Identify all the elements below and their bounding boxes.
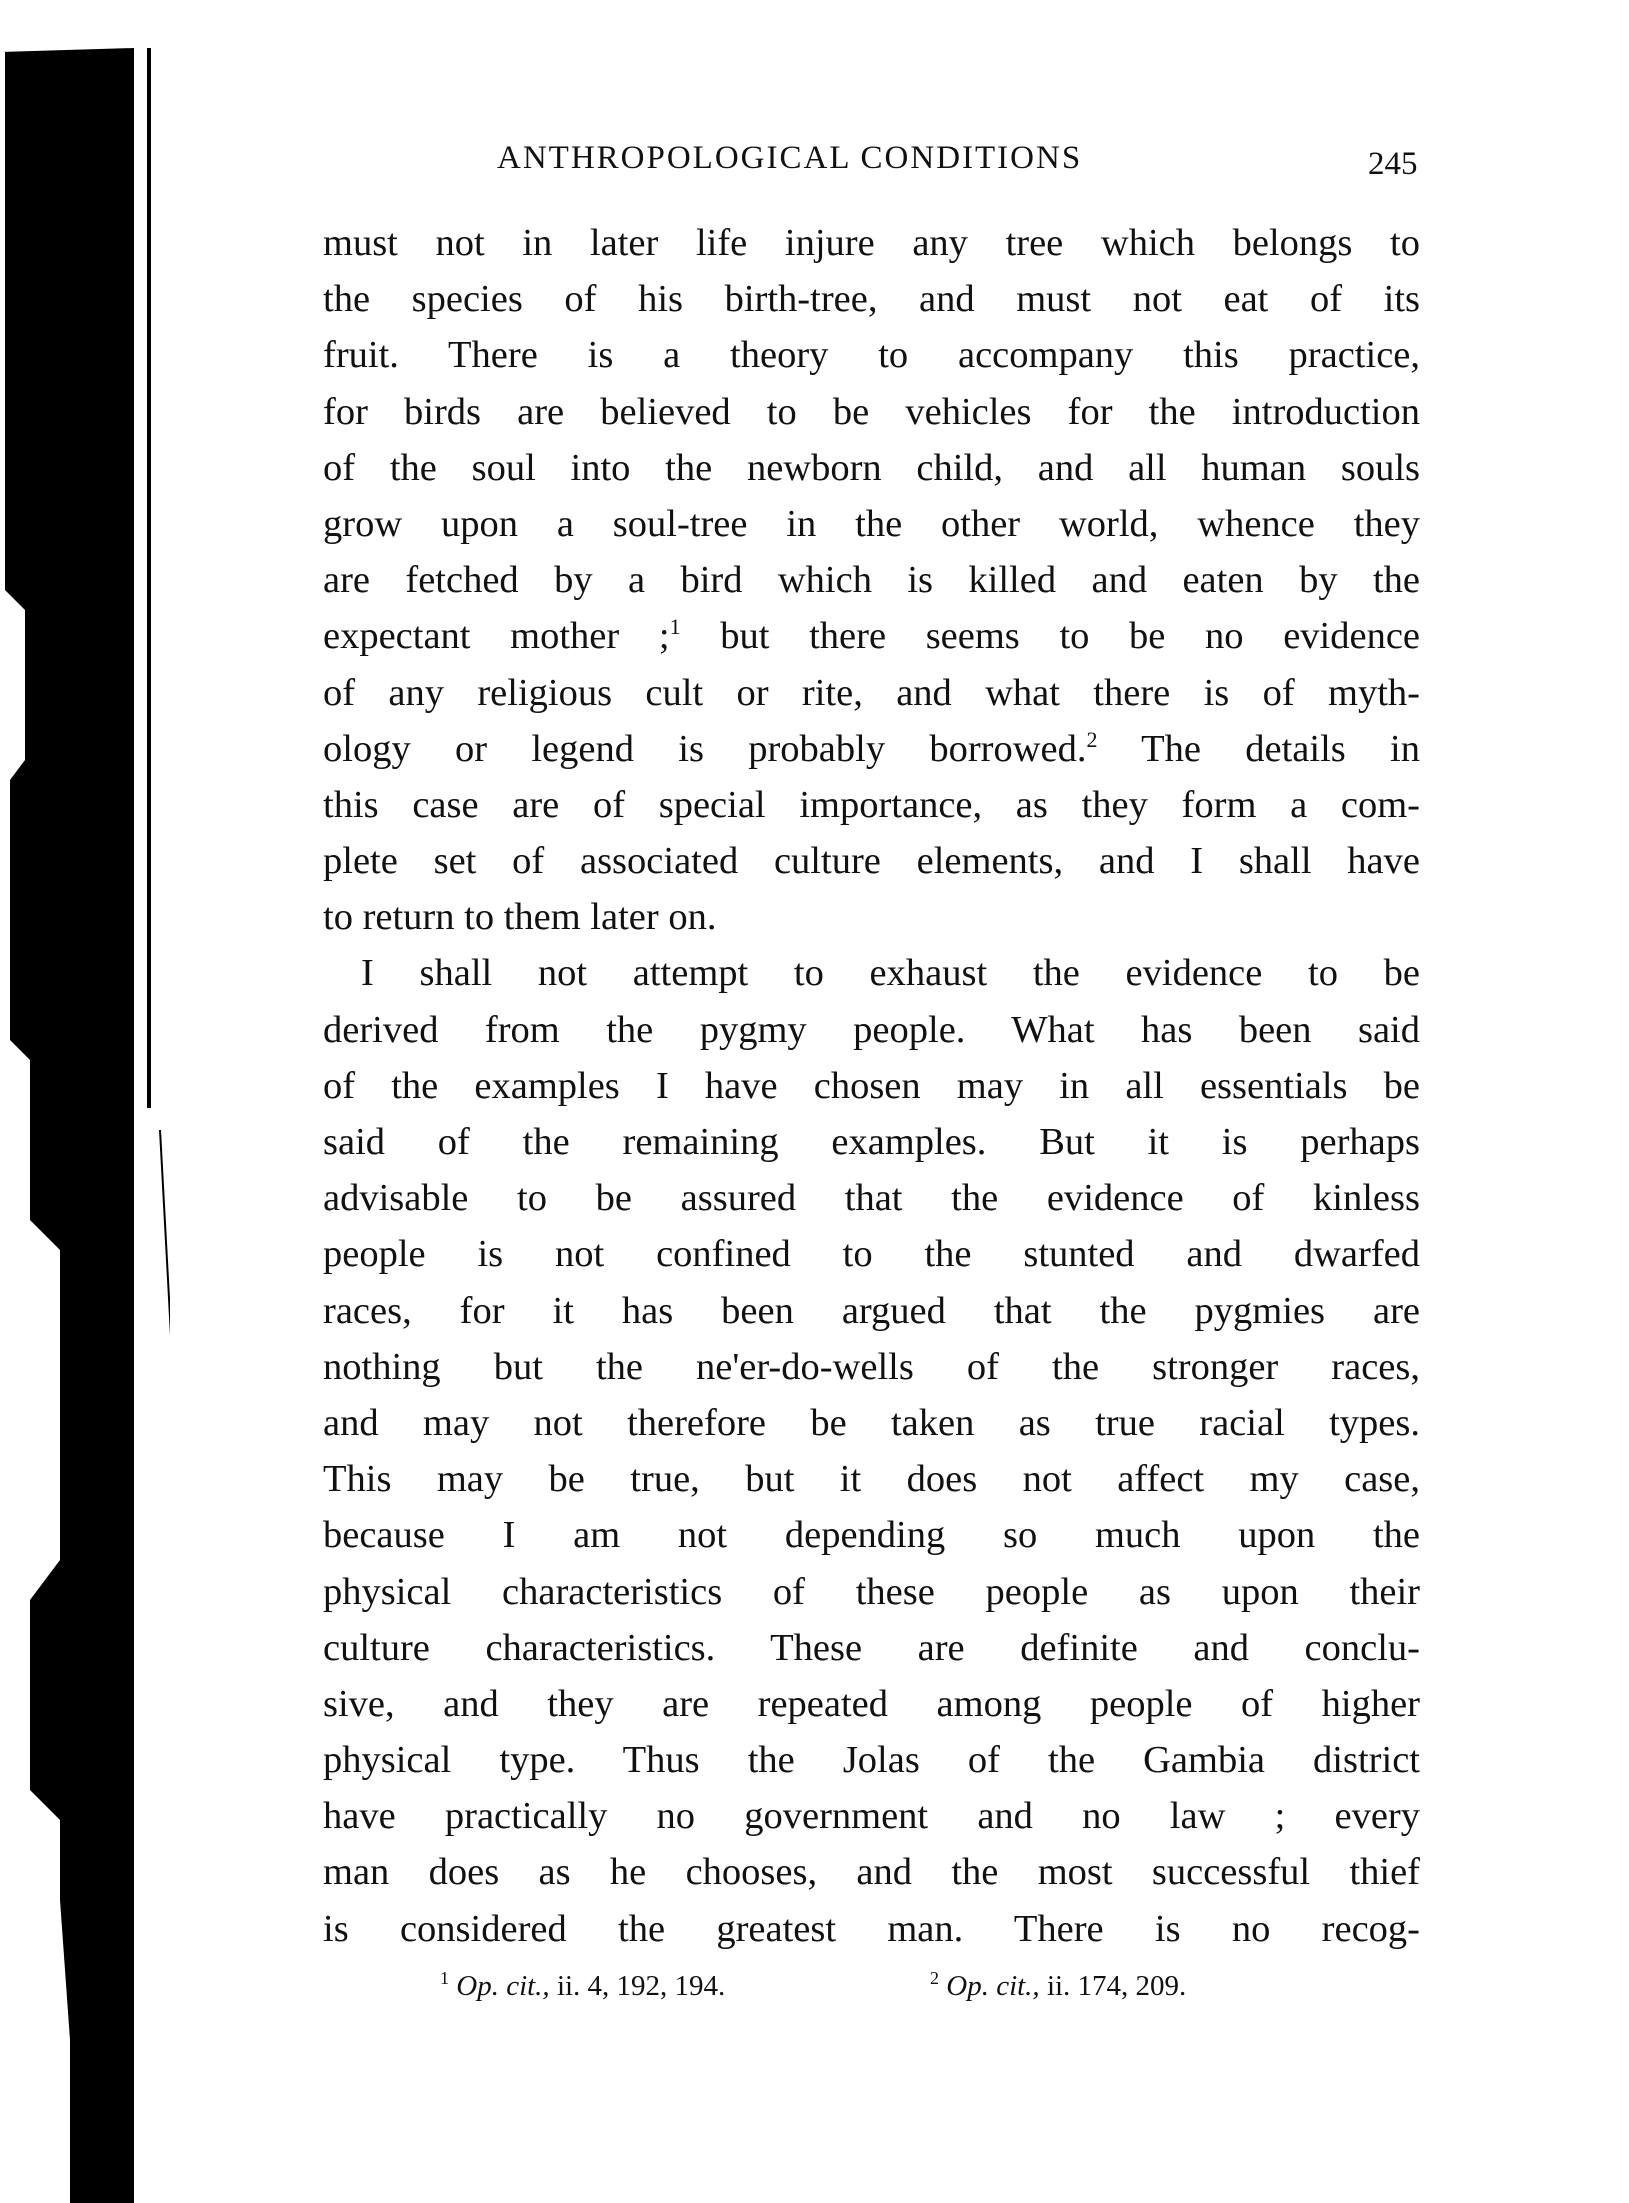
text-line — [323, 271, 1420, 327]
body-text — [323, 215, 1420, 1957]
text-segment: are fetched by a bird which is killed and eaten by the — [323, 559, 1420, 602]
text-line — [323, 1002, 1420, 1058]
text-segment: the species of his birth-tree, and must not eat of its — [323, 278, 1420, 321]
text-segment: of the examples I have chosen may in all essentials be — [323, 1064, 1420, 1107]
footnote-mark: 2 — [930, 1968, 939, 1988]
footnote-ref: ii. 174, 209. — [1039, 1970, 1187, 2002]
text-segment: expectant mother ; — [323, 615, 670, 658]
text-line — [323, 496, 1420, 552]
text-segment: because I am not depending so much upon the — [323, 1514, 1420, 1557]
text-segment: fruit. There is a theory to accompany this practice, — [323, 334, 1420, 377]
text-line — [323, 1901, 1420, 1957]
text-segment: sive, and they are repeated among people of higher — [323, 1682, 1420, 1725]
footnote-2 — [930, 1970, 1186, 2003]
text-segment: derived from the pygmy people. What has been said — [323, 1008, 1420, 1051]
text-line — [323, 1170, 1420, 1226]
footnote-reference: 1 — [669, 614, 681, 640]
text-line — [323, 608, 1420, 664]
footnote-source: Op. cit., — [946, 1970, 1040, 2002]
text-segment: advisable to be assured that the evidence of kinless — [323, 1177, 1420, 1220]
text-segment: for birds are believed to be vehicles for the introduction — [323, 390, 1420, 433]
text-segment: This may be true, but it does not affect my case, — [323, 1458, 1420, 1501]
text-segment: culture characteristics. These are definite and conclu- — [323, 1626, 1420, 1669]
text-segment: plete set of associated culture elements, and I shall have — [323, 840, 1420, 883]
text-line — [323, 1507, 1420, 1563]
text-line — [323, 1564, 1420, 1620]
footnote-ref: ii. 4, 192, 194. — [549, 1970, 726, 2002]
text-segment: to return to them later on. — [323, 896, 717, 939]
text-line — [323, 1114, 1420, 1170]
text-line — [323, 327, 1420, 383]
text-line — [323, 889, 1420, 945]
text-segment: of the soul into the newborn child, and all human souls — [323, 446, 1420, 489]
text-line — [323, 1058, 1420, 1114]
text-line — [323, 1339, 1420, 1395]
text-line — [323, 215, 1420, 271]
text-segment: physical type. Thus the Jolas of the Gambia district — [323, 1739, 1420, 1782]
text-line — [323, 1283, 1420, 1339]
text-line — [323, 833, 1420, 889]
page-number: 245 — [1368, 146, 1418, 182]
text-segment: have practically no government and no law ; every — [323, 1795, 1420, 1838]
text-line — [323, 1732, 1420, 1788]
text-segment: of any religious cult or rite, and what there is of myth- — [323, 671, 1420, 714]
text-segment: nothing but the ne'er-do-wells of the stronger races, — [323, 1345, 1420, 1388]
text-line — [323, 1620, 1420, 1676]
text-segment: and may not therefore be taken as true racial types. — [323, 1401, 1420, 1444]
text-line — [323, 552, 1420, 608]
text-line — [323, 945, 1420, 1001]
text-segment: races, for it has been argued that the pygmies are — [323, 1289, 1420, 1332]
text-line — [323, 777, 1420, 833]
text-segment: but there seems to be no evidence — [680, 615, 1421, 658]
text-segment: ology or legend is probably borrowed. — [323, 727, 1087, 770]
text-line — [323, 1395, 1420, 1451]
text-segment: said of the remaining examples. But it is perhaps — [323, 1121, 1420, 1163]
text-segment: grow upon a soul-tree in the other world, whence they — [323, 502, 1420, 545]
text-line — [323, 384, 1420, 440]
text-segment: must not in later life injure any tree which belongs to — [323, 222, 1420, 264]
running-title: ANTHROPOLOGICAL CONDITIONS — [497, 140, 1083, 176]
text-segment: The details in — [1097, 727, 1420, 770]
text-segment: physical characteristics of these people as upon their — [323, 1570, 1420, 1613]
footnote-reference: 2 — [1086, 726, 1098, 752]
footnote-mark: 1 — [440, 1968, 449, 1988]
text-segment: is considered the greatest man. There is no recog- — [323, 1907, 1420, 1950]
text-line — [323, 440, 1420, 496]
text-segment: man does as he chooses, and the most successful thief — [323, 1851, 1420, 1894]
scan-binding-edge — [0, 0, 170, 2203]
text-segment: people is not confined to the stunted and dwarfed — [323, 1233, 1420, 1276]
footnote-1 — [440, 1970, 725, 2003]
text-line — [323, 1844, 1420, 1900]
text-line — [323, 1788, 1420, 1844]
text-line — [323, 721, 1420, 777]
text-segment: this case are of special importance, as they form a com- — [323, 783, 1420, 826]
text-line — [323, 1226, 1420, 1282]
footnote-source: Op. cit., — [456, 1970, 550, 2002]
text-line — [323, 665, 1420, 721]
text-line — [323, 1676, 1420, 1732]
text-line — [323, 1451, 1420, 1507]
text-segment: I shall not attempt to exhaust the evidence to be — [361, 952, 1420, 995]
